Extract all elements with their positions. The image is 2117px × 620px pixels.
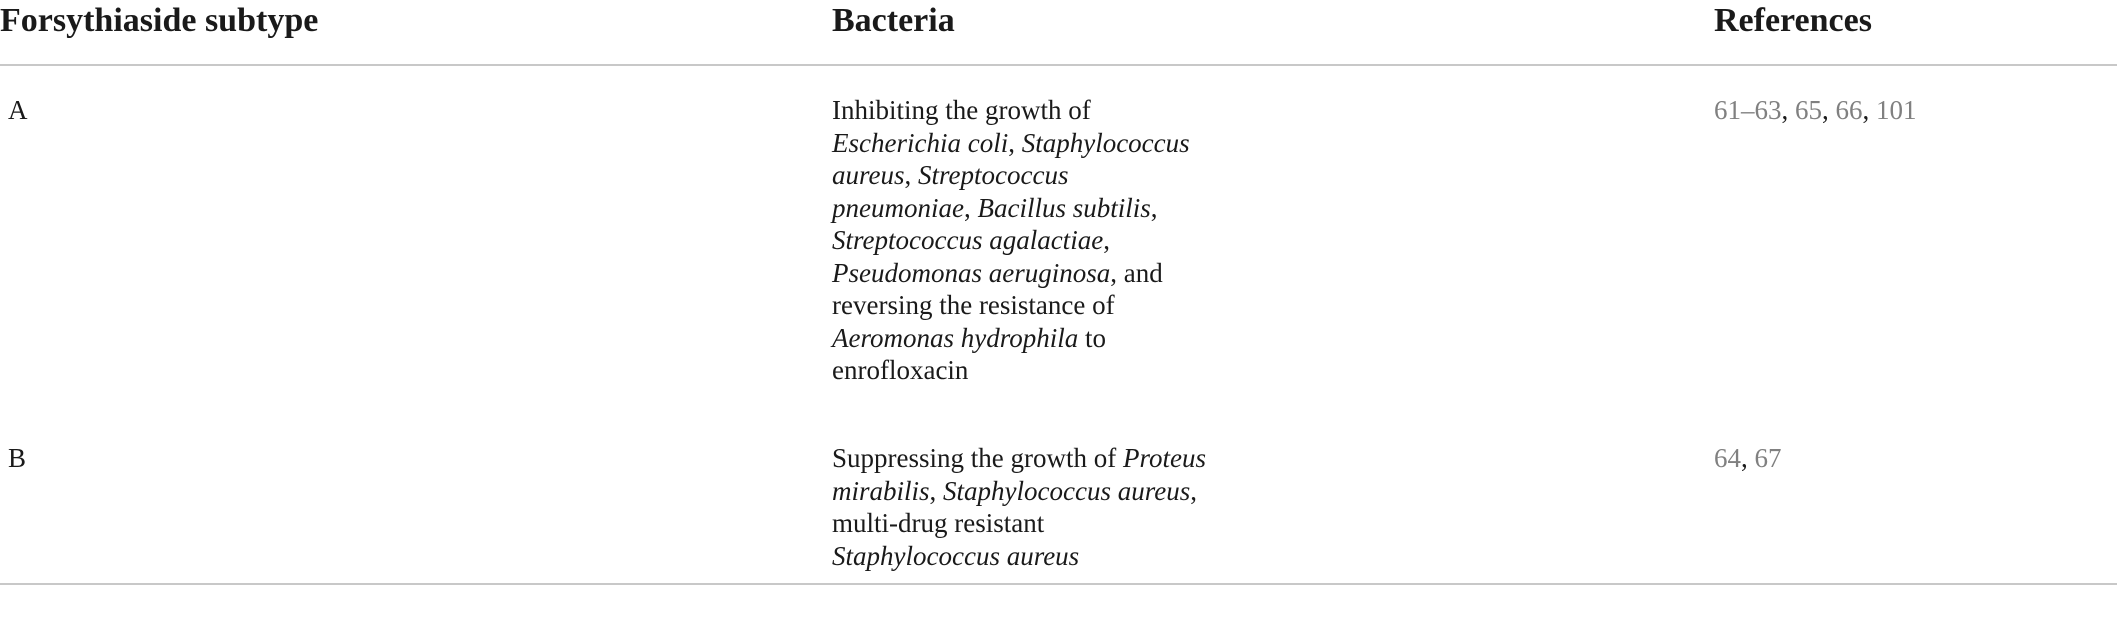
species-name: Proteus [1122, 443, 1206, 473]
description-text: reversing the resistance of [832, 290, 1115, 320]
reference-link[interactable]: 61–63 [1714, 95, 1782, 125]
header-references: References [1714, 2, 1872, 39]
reference-link[interactable]: 65 [1795, 95, 1822, 125]
description-text: , [1008, 127, 1022, 158]
description-text: to [1078, 322, 1106, 353]
bacteria-line [832, 159, 1252, 192]
bacteria-line [832, 442, 1252, 475]
species-name: Pseudomonas aeruginosa [832, 257, 1111, 288]
species-name: Aeromonas hydrophila [832, 322, 1079, 353]
description-text: , [904, 160, 918, 190]
reference-separator: , [1741, 443, 1755, 473]
table-row [0, 416, 2117, 585]
description-text: , [929, 475, 944, 506]
table-row [0, 66, 2117, 416]
header-subtype: Forsythiaside subtype [0, 2, 319, 39]
bacteria-line [832, 94, 1252, 127]
species-name: pneumoniae [832, 192, 964, 223]
reference-separator: , [1781, 95, 1795, 125]
reference-link[interactable]: 67 [1754, 443, 1782, 473]
species-name: Staphylococcus [1021, 127, 1190, 158]
subtype-cell: A [8, 95, 28, 125]
species-name: Streptococcus [918, 160, 1069, 190]
table-header [0, 0, 2117, 66]
bacteria-line [832, 289, 1252, 322]
bacteria-cell [832, 442, 1252, 572]
description-text: , [1103, 225, 1110, 255]
description-text: , [1150, 192, 1158, 223]
bacteria-line [832, 127, 1252, 160]
species-name: Bacillus subtilis [977, 192, 1151, 223]
species-name: Staphylococcus aureus [943, 475, 1191, 506]
reference-link[interactable]: 64 [1714, 443, 1741, 473]
species-name: Escherichia coli [832, 127, 1009, 158]
description-text: multi-drug resistant [832, 508, 1045, 538]
bacteria-line [832, 192, 1252, 225]
species-name: Streptococcus agalactiae [832, 225, 1104, 255]
bacteria-line [832, 354, 1252, 387]
bacteria-line [832, 507, 1252, 540]
references-cell [1714, 442, 1782, 475]
description-text: Inhibiting the growth of [832, 95, 1091, 125]
references-cell [1714, 94, 1917, 127]
bacteria-line [832, 540, 1252, 573]
subtype-cell: B [8, 443, 27, 473]
description-text: , [963, 192, 978, 223]
header-bacteria: Bacteria [832, 2, 955, 39]
reference-separator: , [1862, 95, 1876, 125]
bacteria-line [832, 224, 1252, 257]
reference-separator: , [1822, 95, 1836, 125]
reference-link[interactable]: 101 [1876, 95, 1917, 125]
description-text: , and [1110, 257, 1163, 288]
bacteria-line [832, 475, 1252, 508]
species-name: aureus [832, 160, 905, 190]
reference-link[interactable]: 66 [1835, 95, 1863, 125]
bacteria-line [832, 257, 1252, 290]
description-text: Suppressing the growth of [832, 443, 1123, 473]
species-name: Staphylococcus aureus [832, 540, 1080, 571]
bacteria-line [832, 322, 1252, 355]
description-text: enrofloxacin [832, 355, 969, 385]
bacteria-cell [832, 94, 1252, 387]
species-name: mirabilis [832, 475, 930, 506]
description-text: , [1190, 475, 1197, 506]
